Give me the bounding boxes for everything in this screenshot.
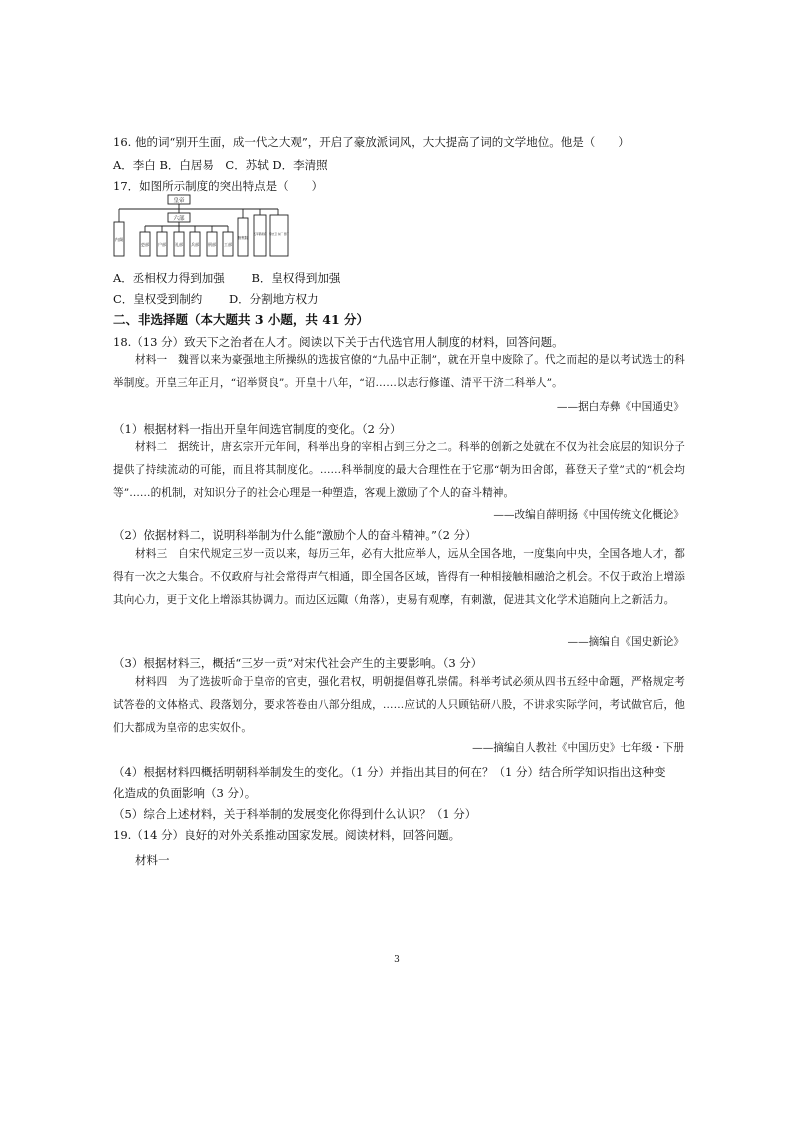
- material-2: 材料二 据统计，唐玄宗开元年间，科举出身的宰相占到三分之二。科举的创新之处就在不仅为社会底层的知识分子提供了持续流动的可能，而且将其制度化。……科举制度的最大合理性在于它那“朝为田舍郎，暮登天子堂”式的“机会均等”……的机制，对知识分子的社会心理是一种塑造，客观上激励了个人的奋斗精神。: [113, 441, 685, 499]
- question-16-options: A．李白 B．白居易 C．苏轼 D．李清照: [113, 158, 328, 172]
- question-17-options-ab: A．丞相权力得到加强 B．皇权得到加强: [113, 271, 341, 285]
- political-system-diagram: [113, 193, 293, 265]
- material-1-source: ——据白寿彝《中国通史》: [556, 401, 684, 413]
- question-18-stem: 18.（13 分）致天下之治者在人才。阅读以下关于古代选官用人制度的材料，回答问题。: [113, 335, 564, 349]
- question-18-4-line2: 化造成的负面影响（3 分）。: [113, 786, 257, 800]
- diagram-emperor: 皇帝: [173, 198, 185, 204]
- question-19-stem: 19.（14 分）良好的对外关系推动国家发展。阅读材料，回答问题。: [113, 828, 461, 842]
- section-heading: 二、非选择题（本大题共 3 小题，共 41 分）: [113, 312, 370, 327]
- question-17-options-cd: C．皇权受到制约 D．分割地方权力: [113, 292, 319, 306]
- material-3: 材料三 自宋代规定三岁一贡以来，每历三年，必有大批应举人，远从全国各地，一度集向中央，全国各地人才，都得有一次之大集合。不仅政府与社会常得声气相通，即全国各区域，皆得有一种相接触相融洽之机会。不仅于政治上增添其向心力，更于文化上增添其协调力。而边区远陬（角落），吏易有观摩，有刺激，促进其文化学术追随向上之新活力。: [113, 548, 685, 606]
- diagram-dept-4: 兵部: [191, 242, 199, 247]
- diagram-military-commission: 五军都督府: [253, 233, 267, 236]
- diagram-dept-3: 礼部: [175, 242, 183, 247]
- material-4: 材料四 为了选拔听命于皇帝的官吏，强化君权，明朝提倡尊孔崇儒。科举考试必须从四书五经中命题，严格规定考试答卷的文体格式、段落划分，要求答卷由八部分组成，……应试的人只顾钻研八股，不讲求实际学问，考试做官后，他们大都成为皇帝的忠实奴仆。: [113, 676, 685, 734]
- diagram-censorate: 督察院: [237, 236, 249, 240]
- material-4-source: ——摘编自人教社《中国历史》七年级・下册: [472, 742, 684, 754]
- question-18-1: （1）根据材料一指出开皇年间选官制度的变化。（2 分）: [113, 422, 402, 436]
- diagram-six-ministries: 六部: [173, 216, 185, 222]
- question-17-stem: 17．如图所示制度的突出特点是（ ）: [113, 179, 324, 193]
- question-19-material-1-label: 材料一: [135, 853, 170, 867]
- material-2-source: ——改编自薛明扬《中国传统文化概论》: [493, 509, 684, 521]
- material-3-source: ——摘编自《国史新论》: [567, 636, 684, 648]
- question-16-stem: 16. 他的词“别开生面，成一代之大观”，开启了豪放派词风，大大提高了词的文学地位。他是（ ）: [113, 135, 630, 149]
- diagram-grand-secretariat: 内阁: [114, 237, 124, 242]
- diagram-dept-2: 户部: [158, 242, 166, 247]
- diagram-dept-1: 吏部: [141, 242, 149, 247]
- question-18-2: （2）依据材料二，说明科举制为什么能“激励个人的奋斗精神。”（2 分）: [113, 528, 477, 542]
- page-number: 3: [394, 955, 400, 965]
- material-1: 材料一 魏晋以来为豪强地主所操纵的选拔官僚的“九品中正制”，就在开皇中废除了。代之而起的是以考试选士的科举制度。开皇三年正月，“诏举贤良”。开皇十八年，“诏……以志行修谨、清平干济二科举人”。: [113, 354, 685, 389]
- question-18-3: （3）根据材料三，概括“三岁一贡”对宋代社会产生的主要影响。（3 分）: [113, 656, 483, 670]
- diagram-secret-police: 锦衣卫 东厂 西厂: [269, 233, 289, 236]
- question-18-4-line1: （4）根据材料四概括明朝科举制发生的变化。（1 分）并指出其目的何在？（1 分）结合所学知识指出这种变: [113, 765, 666, 779]
- diagram-dept-5: 刑部: [208, 242, 216, 247]
- question-18-5: （5）综合上述材料，关于科举制的发展变化你得到什么认识？（1 分）: [113, 807, 477, 821]
- diagram-dept-6: 工部: [224, 242, 232, 247]
